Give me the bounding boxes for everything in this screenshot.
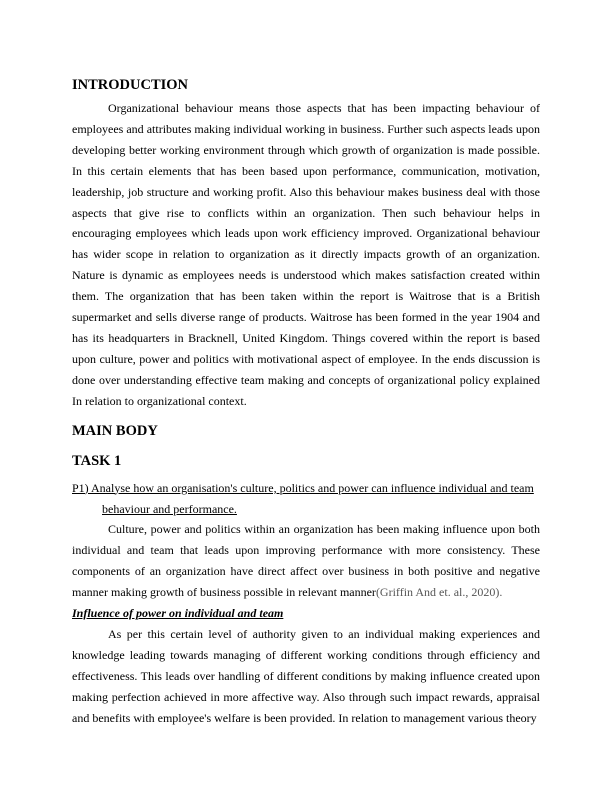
task-1-heading: TASK 1 — [72, 452, 122, 469]
culture-power-paragraph — [72, 519, 540, 603]
page-content — [72, 76, 540, 728]
introduction-paragraph: Organizational behaviour means those aspects that has been impacting behaviour of employees and attributes making individual working in business. Further such aspects leads upon developing better working environment through which growth of organization is made possible. In this certain elements that has been based upon performance, communication, motivation, leadership, job structure and working profit. Also this behaviour makes business deal with those aspects that give rise to conflicts within an organization. Then such behaviour helps in encouraging employees which leads upon work efficiency improved. Organizational behaviour has wider scope in relation to organization as it directly impacts growth of an organization. Nature is dynamic as employees needs is understood which makes satisfaction created within them. The organization that has been taken within the report is Waitrose that is a British supermarket and sells diverse range of products. Waitrose has been formed in the year 1904 and has its headquarters in Bracknell, United Kingdom. Things covered within the report is based upon culture, power and politics with motivational aspect of employee. In the ends discussion is done over understanding effective team making and concepts of organizational policy explained In relation to organizational context. — [72, 101, 540, 408]
citation: (Griffin And et. al., 2020). — [375, 585, 503, 600]
main-body-heading: MAIN BODY — [72, 422, 158, 439]
power-influence-paragraph: As per this certain level of authority given to an individual making experiences and knowledge leading towards managing of different working conditions through efficiency and effectiveness. This leads over handling of different conditions by making influence created upon making perfection achieved in more affective way. Also through such impact rewards, appraisal and benefits with employee's welfare is been provided. In relation to management various theory — [72, 626, 540, 725]
introduction-heading: INTRODUCTION — [72, 77, 189, 93]
power-influence-subheading: Influence of power on individual and team — [72, 606, 284, 621]
task-question: P1) Analyse how an organisation's culture, politics and power can influence individual and team behaviour and performance. — [72, 480, 534, 516]
culture-power-text: Culture, power and politics within an organization has been making influence upon both individual and team that leads upon improving performance with more consistency. These components of an organization have direct affect over business in both positive and negative manner making growth of business possible in relevant manner — [72, 522, 540, 600]
